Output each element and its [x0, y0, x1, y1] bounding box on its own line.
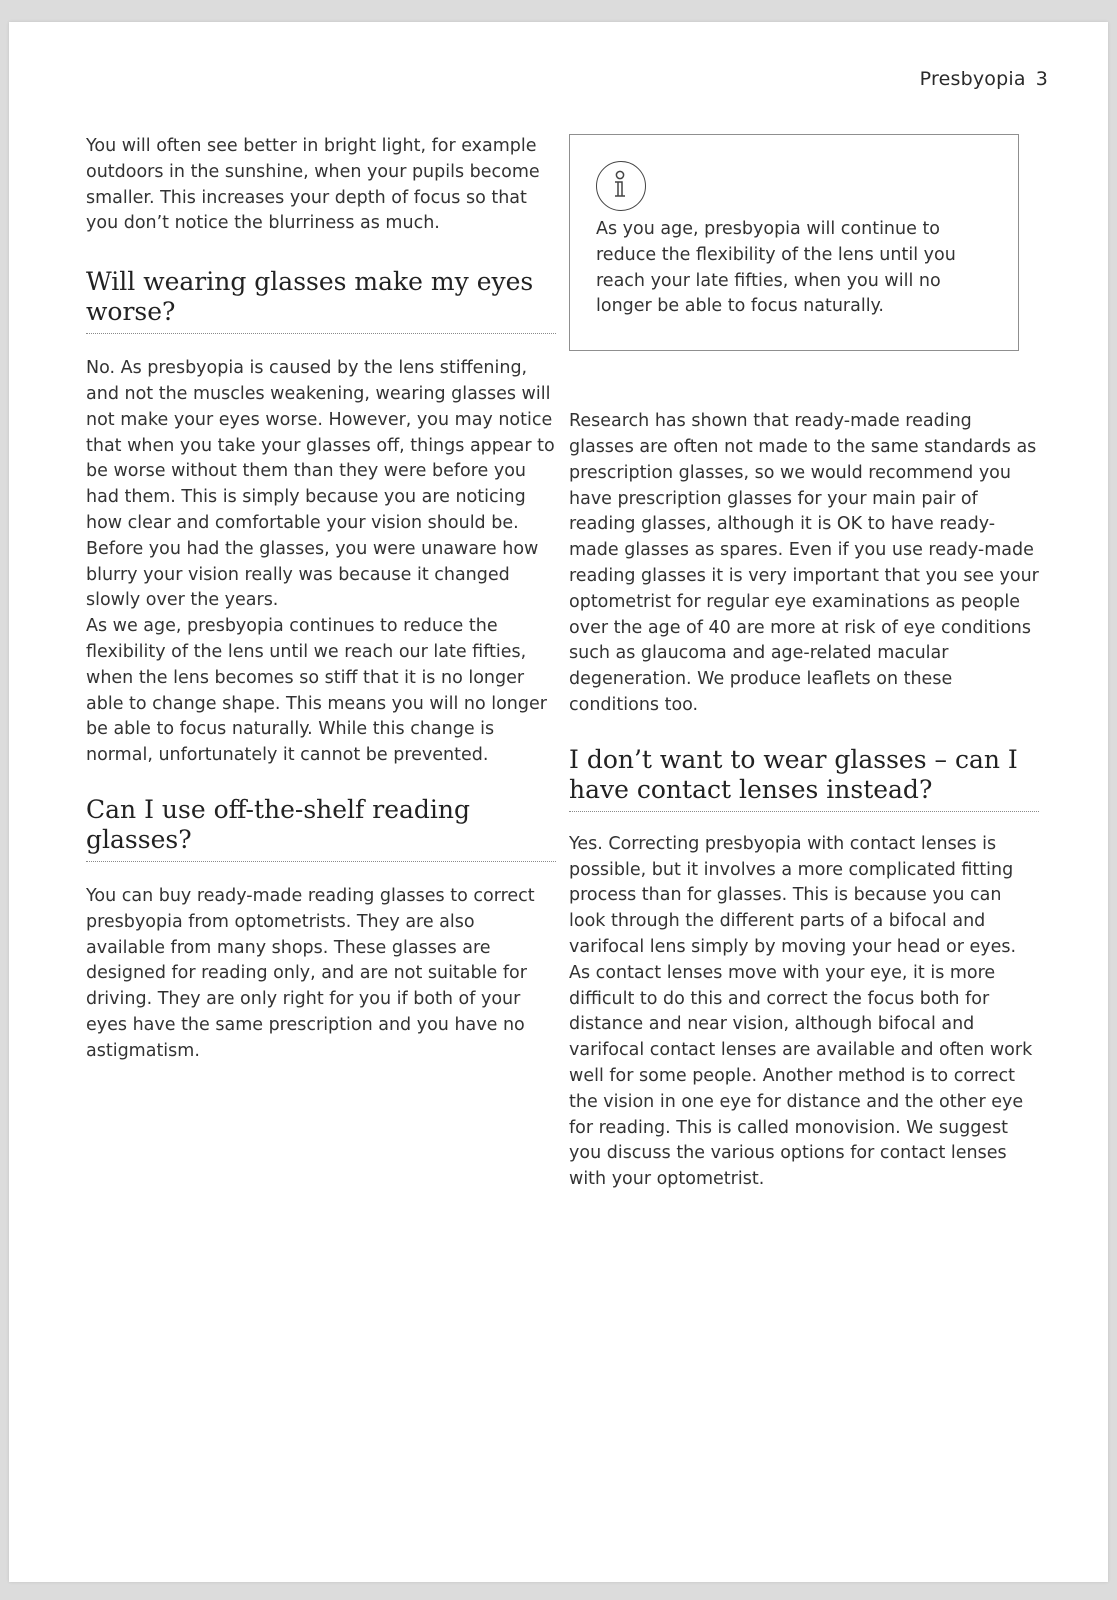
- section-paragraph: No. As presbyopia is caused by the lens stiffening, and not the muscles weakening, wearing glasses will not make your eyes worse. However, you may notice that when you take your glasses off, things appear to be worse without them than they were before you had them. This is simply because you are noticing how clear and comfortable your vision should be. Before you had the glasses, you were unaware how blurry your vision really was because it changed slowly over the years.: [86, 358, 555, 611]
- right-column: [569, 134, 1039, 1193]
- page-header: [920, 68, 1048, 90]
- section-paragraph: As we age, presbyopia continues to reduce the flexibility of the lens until we reach our late fifties, when the lens becomes so stiff that it is no longer able to change shape. This means you will no longer be able to focus naturally. While this change is normal, unfortunately it cannot be prevented.: [86, 616, 547, 766]
- info-box-text: As you age, presbyopia will continue to reduce the flexibility of the lens until you reach your late fifties, when you will no longer be able to focus naturally.: [596, 219, 956, 317]
- intro-paragraph: You will often see better in bright light, for example outdoors in the sunshine, when your pupils become smaller. This increases your depth of focus so that you don’t notice the blurriness as much.: [86, 136, 540, 234]
- section-paragraph: You can buy ready-made reading glasses to correct presbyopia from optometrists. They are also available from many shops. These glasses are designed for reading only, and are not suitable for driving. They are only right for you if both of your eyes have the same prescription and you have no astigmatism.: [86, 885, 535, 1061]
- info-callout-box: [569, 134, 1019, 351]
- document-page: [9, 22, 1108, 1582]
- section-heading-contact-lenses: I don’t want to wear glasses – can I have contact lenses instead?: [569, 745, 1039, 812]
- section-heading-off-the-shelf: Can I use off-the-shelf reading glasses?: [86, 795, 556, 862]
- left-column: [86, 134, 556, 1065]
- section-paragraph: Yes. Correcting presbyopia with contact lenses is possible, but it involves a more complicated fitting process than for glasses. This is because you can look through the different parts of a bifocal and varifocal lens simply by moving your head or eyes. As contact lenses move with your eye, it is more difficult to do this and correct the focus both for distance and near vision, although bifocal and varifocal contact lenses are available and often work well for some people. Another method is to correct the vision in one eye for distance and the other eye for reading. This is called monovision. We suggest you discuss the various options for contact lenses with your optometrist.: [569, 833, 1033, 1190]
- page-number: 3: [1035, 68, 1048, 90]
- section-title: Presbyopia: [919, 68, 1026, 90]
- research-paragraph: Research has shown that ready-made reading glasses are often not made to the same standards as prescription glasses, so we would recommend you have prescription glasses for your main pair of reading glasses, although it is OK to have ready-made glasses as spares. Even if you use ready-made reading glasses it is very important that you see your optometrist for regular eye examinations as people over the age of 40 are more at risk of eye conditions such as glaucoma and age-related macular degeneration. We produce leaflets on these conditions too.: [569, 411, 1039, 715]
- section-heading-glasses-worse: Will wearing glasses make my eyes worse?: [86, 267, 556, 334]
- info-icon: [596, 161, 646, 211]
